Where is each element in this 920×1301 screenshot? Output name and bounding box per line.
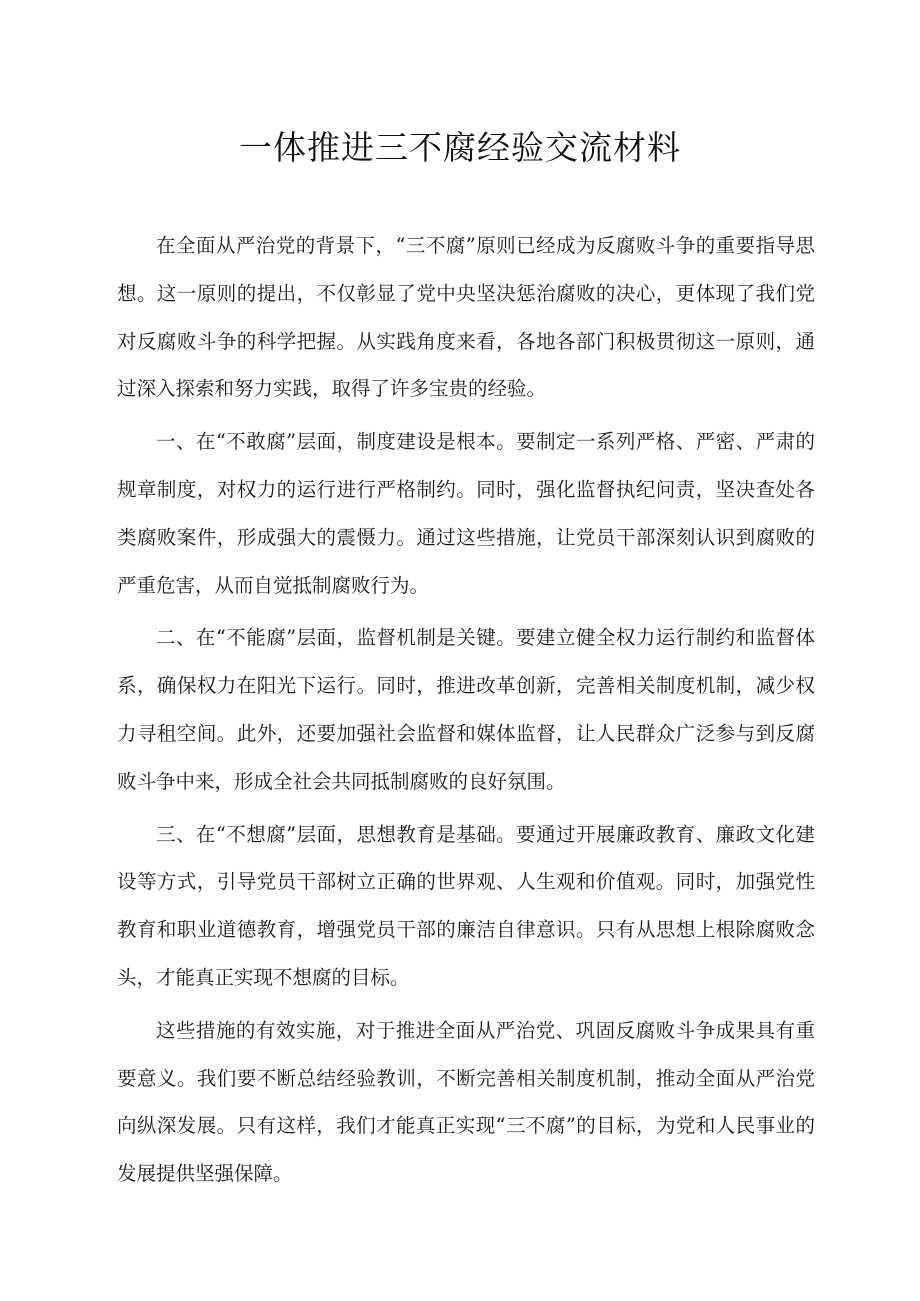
paragraph-bu-xiang-fu: 三、在“不想腐”层面，思想教育是基础。要通过开展廉政教育、廉政文化建设等方式，引导党员干部树立正确的世界观、人生观和价值观。同时，加强党性教育和职业道德教育，增强党员干部的廉洁自律意识。只有从思想上根除腐败念头，才能真正实现不想腐的目标。 bbox=[117, 822, 815, 989]
paragraph-conclusion: 这些措施的有效实施，对于推进全面从严治党、巩固反腐败斗争成果具有重要意义。我们要不断总结经验教训，不断完善相关制度机制，推动全面从严治党向纵深发展。只有这样，我们才能真正实现“三不腐”的目标，为党和人民事业的发展提供坚强保障。 bbox=[117, 1018, 815, 1186]
paragraph-bu-gan-fu: 一、在“不敢腐”层面，制度建设是根本。要制定一系列严格、严密、严肃的规章制度，对权力的运行进行严格制约。同时，强化监督执纪问责，坚决查处各类腐败案件，形成强大的震慑力。通过这些措施，让党员干部深刻认识到腐败的严重危害，从而自觉抵制腐败行为。 bbox=[117, 430, 815, 597]
paragraph-intro: 在全面从严治党的背景下，“三不腐”原则已经成为反腐败斗争的重要指导思想。这一原则的提出，不仅彰显了党中央坚决惩治腐败的决心，更体现了我们党对反腐败斗争的科学把握。从实践角度来看，各地各部门积极贯彻这一原则，通过深入探索和努力实践，取得了许多宝贵的经验。 bbox=[117, 234, 815, 401]
document-title: 一体推进三不腐经验交流材料 bbox=[239, 128, 681, 167]
paragraph-bu-neng-fu: 二、在“不能腐”层面，监督机制是关键。要建立健全权力运行制约和监督体系，确保权力在阳光下运行。同时，推进改革创新，完善相关制度机制，减少权力寻租空间。此外，还要加强社会监督和媒体监督，让人民群众广泛参与到反腐败斗争中来，形成全社会共同抵制腐败的良好氛围。 bbox=[117, 626, 815, 793]
document-body bbox=[117, 222, 815, 1203]
